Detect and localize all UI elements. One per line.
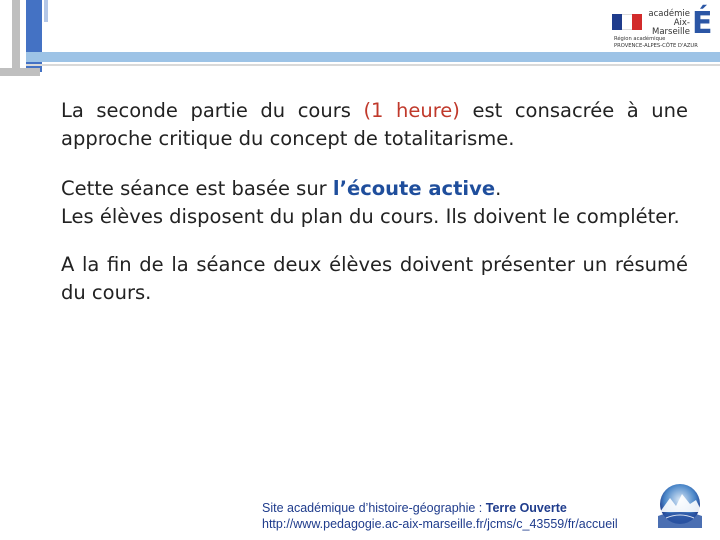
region-line2: PROVENCE-ALPES-CÔTE D'AZUR xyxy=(614,42,698,49)
terre-ouverte-globe-icon xyxy=(652,482,708,530)
decor-vertical-light-bar xyxy=(44,0,48,22)
decor-horizontal-line xyxy=(26,64,720,66)
academy-line1: académie xyxy=(648,9,690,19)
paragraph-2 xyxy=(61,175,688,231)
decor-horizontal-blue-bar xyxy=(26,52,720,62)
footer-site-prefix: Site académique d’histoire-géographie : xyxy=(262,501,486,515)
paragraph-1 xyxy=(61,97,688,153)
active-listening-highlight: l’écoute active xyxy=(332,177,496,200)
academy-name xyxy=(646,10,690,37)
decor-horizontal-grey-bar xyxy=(0,68,40,76)
duration-highlight: (1 heure) xyxy=(363,99,460,122)
slide-body xyxy=(61,97,688,307)
academy-emblem-letter: É xyxy=(692,6,713,41)
footer-site-name: Terre Ouverte xyxy=(485,501,567,515)
footer-site-line xyxy=(262,500,618,516)
paragraph-1-suffix: est consacrée à une approche critique du concept de totalitarisme. xyxy=(61,99,689,150)
paragraph-2-prefix: Cette séance est basée sur xyxy=(61,177,333,200)
french-flag-icon xyxy=(612,14,642,30)
footer-url-link[interactable]: http://www.pedagogie.ac-aix-marseille.fr/jcms/c_43559/fr/accueil xyxy=(262,517,618,531)
academy-line2: Aix-Marseille xyxy=(651,18,690,37)
footer xyxy=(262,500,618,532)
region-name xyxy=(614,36,698,49)
paragraph-3: A la fin de la séance deux élèves doivent présenter un résumé du cours. xyxy=(61,253,688,304)
region-line1: Région académique xyxy=(614,36,666,42)
paragraph-2-line2: Les élèves disposent du plan du cours. Ils doivent le compléter. xyxy=(61,205,680,228)
paragraph-2-period: . xyxy=(495,177,502,200)
decor-vertical-grey-bar xyxy=(12,0,20,70)
academy-logo xyxy=(612,6,718,52)
paragraph-1-prefix: La seconde partie du cours xyxy=(61,99,364,122)
